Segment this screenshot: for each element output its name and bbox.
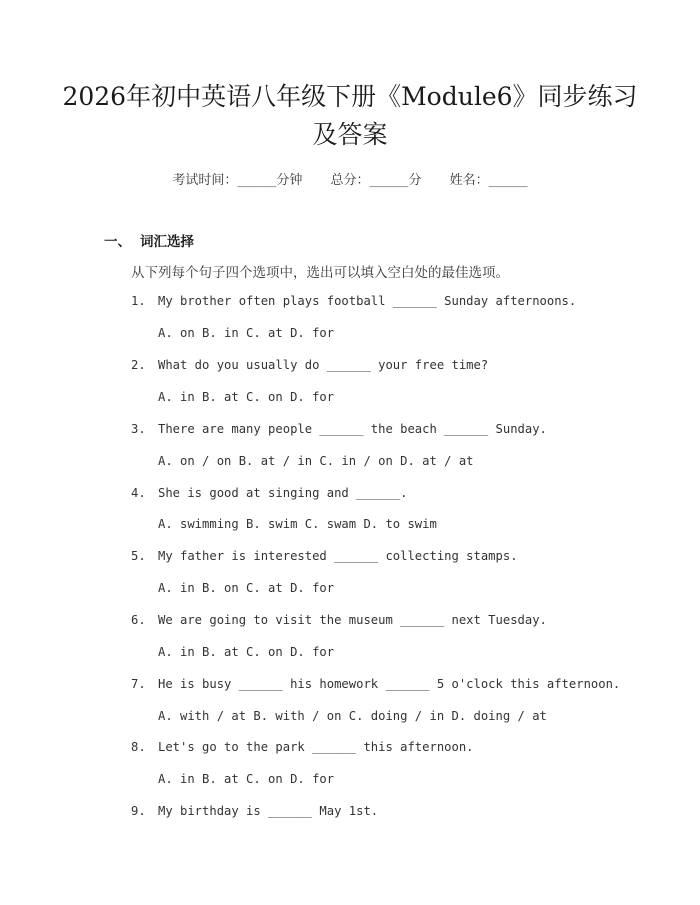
total-score-label: 总分：______分 [330,173,422,188]
question-number: 6. [131,613,146,627]
question-text: My birthday is ______ May 1st. [158,804,379,818]
question-item [131,294,576,308]
question-number: 7. [131,677,146,691]
question-number: 8. [131,740,146,754]
question-number: 3. [131,422,146,436]
section-number: 一、 [104,234,131,250]
question-text: She is good at singing and ______. [158,486,408,500]
question-number: 4. [131,486,146,500]
question-number: 2. [131,358,146,372]
question-item [131,613,547,627]
question-text: What do you usually do ______ your free time? [158,358,489,372]
question-options: A. in B. on C. at D. for [158,581,335,595]
question-options: A. on / on B. at / in C. in / on D. at / at [158,454,474,468]
question-number: 1. [131,294,146,308]
question-options: A. swimming B. swim C. swam D. to swim [158,517,437,531]
question-item [131,804,378,818]
question-text: There are many people ______ the beach ______ Sunday. [158,422,547,436]
section-title: 词汇选择 [140,234,194,250]
question-options: A. in B. at C. on D. for [158,772,335,786]
question-item [131,486,407,500]
question-item [131,740,474,754]
question-text: He is busy ______ his homework ______ 5 o'clock this afternoon. [158,677,621,691]
question-text: We are going to visit the museum ______ next Tuesday. [158,613,547,627]
student-name-label: 姓名：______ [449,173,528,188]
question-item [131,422,547,436]
question-number: 9. [131,804,146,818]
question-item [131,677,620,691]
question-options: A. with / at B. with / on C. doing / in D. doing / at [158,709,547,723]
document-title: 2026年初中英语八年级下册《Module6》同步练习及答案 [62,82,638,149]
exam-meta [0,169,700,188]
question-text: My father is interested ______ collecting stamps. [158,549,518,563]
question-text: My brother often plays football ______ Sunday afternoons. [158,294,577,308]
question-options: A. on B. in C. at D. for [158,326,335,340]
question-item [131,358,488,372]
question-number: 5. [131,549,146,563]
question-item [131,549,518,563]
exam-time-label: 考试时间：______分钟 [172,173,303,188]
section-instruction: 从下列每个句子四个选项中，选出可以填入空白处的最佳选项。 [131,265,509,281]
question-options: A. in B. at C. on D. for [158,390,335,404]
section-heading [104,230,194,250]
question-text: Let's go to the park ______ this afternoon. [158,740,474,754]
question-options: A. in B. at C. on D. for [158,645,335,659]
